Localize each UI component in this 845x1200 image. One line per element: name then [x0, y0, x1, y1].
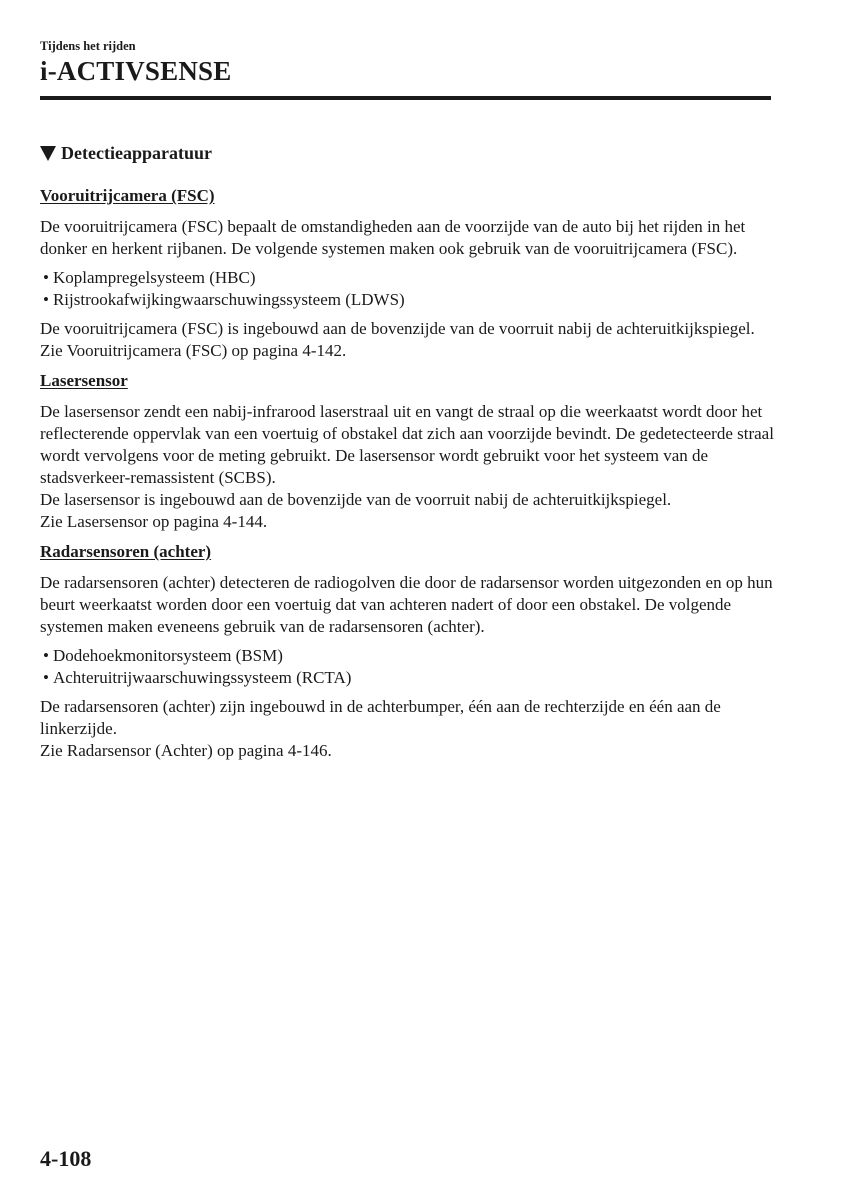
fsc-intro: De vooruitrijcamera (FSC) bepaalt de omstandigheden aan de voorzijde van de auto bij het rijden in het donker en herkent rijbanen. De volgende systemen maken ook gebruik van de vooruitrijcamera (FSC).	[40, 217, 746, 258]
laser-page-reference: Zie Lasersensor op pagina 4-144.	[40, 512, 268, 531]
page-header	[40, 38, 771, 87]
list-item: • Achteruitrijwaarschuwingssysteem (RCTA)	[43, 667, 780, 689]
header-divider	[40, 96, 771, 100]
section-heading-text: Detectieapparatuur	[61, 143, 212, 163]
laser-section	[40, 370, 780, 533]
section-heading	[40, 141, 780, 165]
fsc-heading: Vooruitrijcamera (FSC)	[40, 186, 215, 205]
list-item: • Dodehoekmonitorsysteem (BSM)	[43, 645, 780, 667]
fsc-page-reference: Zie Vooruitrijcamera (FSC) op pagina 4-142.	[40, 341, 347, 360]
list-item: • Rijstrookafwijkingwaarschuwingssysteem (LDWS)	[43, 289, 780, 311]
triangle-down-icon	[40, 146, 56, 161]
page-content	[40, 141, 780, 769]
radar-intro: De radarsensoren (achter) detecteren de radiogolven die door de radarsensor worden uitgezonden en op hun beurt weerkaatst worden door een voertuig dat van achteren nadert of door een obstakel. De volgende systemen maken eveneens gebruik van de radarsensoren (achter).	[40, 573, 773, 636]
page-number: 4-108	[40, 1146, 92, 1171]
list-item: • Koplampregelsysteem (HBC)	[43, 267, 780, 289]
radar-location: De radarsensoren (achter) zijn ingebouwd in de achterbumper, één aan de rechterzijde en één aan de linkerzijde.	[40, 697, 721, 738]
fsc-location-block	[40, 318, 780, 362]
radar-location-block	[40, 696, 780, 762]
laser-description: De lasersensor zendt een nabij-infrarood laserstraal uit en vangt de straal op die weerkaatst wordt door het reflecterende oppervlak van een voertuig of obstakel dat zich aan voorzijde bevindt. De gedetecteerde straal wordt vervolgens voor de meting gebruikt. De lasersensor wordt gebruikt voor het systeem van de stadsverkeer-remassistent (SCBS).	[40, 402, 774, 487]
section-label: Tijdens het rijden	[40, 39, 136, 53]
laser-heading: Lasersensor	[40, 371, 128, 390]
radar-systems-list	[40, 645, 780, 689]
radar-section	[40, 541, 780, 762]
fsc-location: De vooruitrijcamera (FSC) is ingebouwd aan de bovenzijde van de voorruit nabij de achteruitkijkspiegel.	[40, 319, 755, 338]
fsc-systems-list	[40, 267, 780, 311]
chapter-title: i-ACTIVSENSE	[40, 56, 232, 86]
laser-body-block	[40, 401, 780, 533]
fsc-section	[40, 185, 780, 362]
radar-heading: Radarsensoren (achter)	[40, 542, 212, 561]
radar-page-reference: Zie Radarsensor (Achter) op pagina 4-146.	[40, 741, 332, 760]
laser-location: De lasersensor is ingebouwd aan de bovenzijde van de voorruit nabij de achteruitkijkspiegel.	[40, 490, 672, 509]
